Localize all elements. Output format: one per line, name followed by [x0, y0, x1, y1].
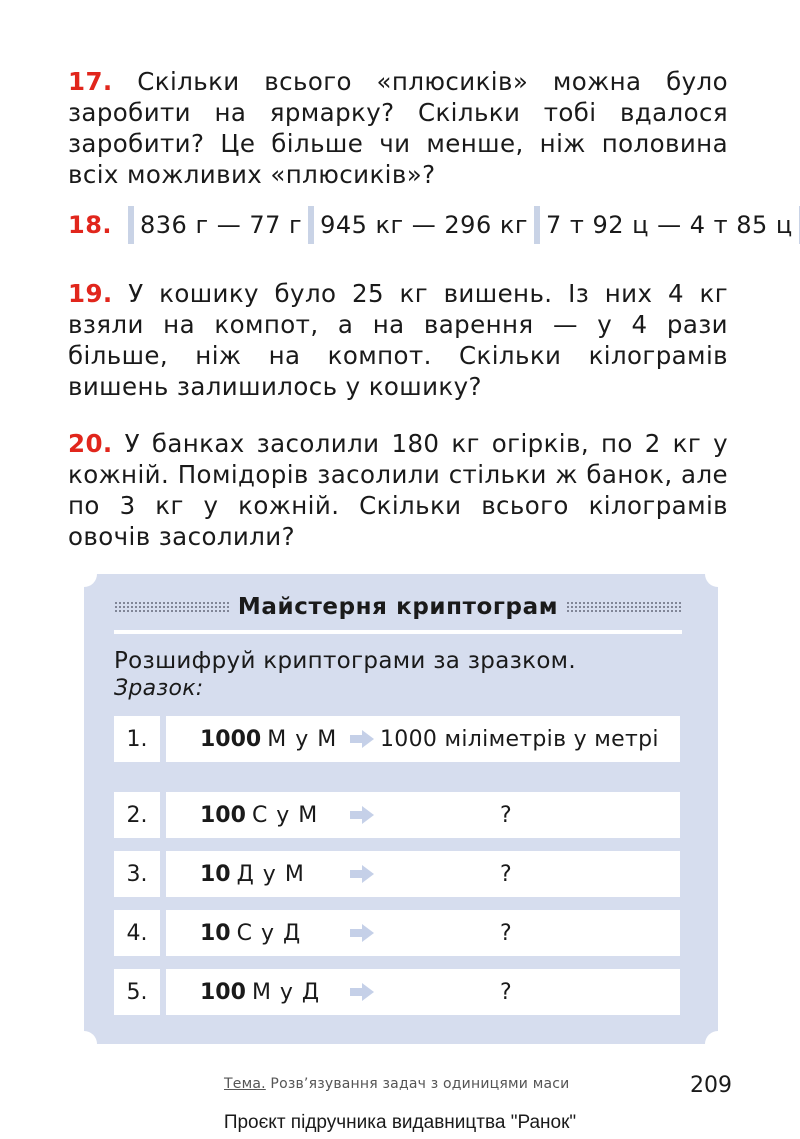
- theme-text: Розв’язування задач з одиницями маси: [270, 1076, 570, 1092]
- row-answer: ?: [500, 802, 512, 828]
- row-body: [166, 851, 680, 897]
- divider: [128, 206, 134, 244]
- task-number: 18.: [68, 211, 113, 239]
- row-body: [166, 910, 680, 956]
- code-number: 10: [200, 861, 231, 887]
- publisher-credit: Проєкт підручника видавництва "Ранок": [223, 1112, 577, 1133]
- row-body: [166, 792, 680, 838]
- panel-corner: [71, 561, 97, 587]
- arrow-right-icon: [350, 730, 374, 748]
- code-number: 100: [200, 802, 246, 828]
- task-number: 17.: [68, 67, 113, 96]
- code-number: 100: [200, 979, 246, 1005]
- task-number: 20.: [68, 429, 113, 458]
- task-number: 19.: [68, 279, 113, 308]
- task-19: [68, 278, 728, 402]
- divider: [534, 206, 540, 244]
- panel-header: [114, 590, 682, 624]
- theme-label: Тема.: [224, 1076, 266, 1092]
- row-number: 4.: [114, 910, 160, 956]
- arrow-right-icon: [350, 806, 374, 824]
- row-answer: ?: [500, 979, 512, 1005]
- arrow-right-icon: [350, 983, 374, 1001]
- panel-corner: [71, 1031, 97, 1057]
- row-number: 5.: [114, 969, 160, 1015]
- instruction-text: Розшифруй криптограми за зразком.: [114, 648, 576, 674]
- divider: [308, 206, 314, 244]
- expression: 836 г — 77 г: [140, 211, 303, 239]
- cryptogram-row: [114, 792, 680, 838]
- task-17: [68, 66, 728, 190]
- page-number: 209: [690, 1073, 732, 1098]
- cryptogram-row: [114, 969, 680, 1015]
- arrow-right-icon: [350, 924, 374, 942]
- cryptogram-code: [200, 792, 318, 838]
- cryptogram-panel: [84, 574, 718, 1044]
- cryptogram-row: [114, 851, 680, 897]
- expression: 7 т 92 ц — 4 т 85 ц: [545, 211, 793, 239]
- footer-theme: [224, 1076, 569, 1092]
- sample-label: Зразок:: [114, 676, 204, 701]
- cryptogram-row: [114, 716, 680, 762]
- row-number: 1.: [114, 716, 160, 762]
- dotted-decoration: [566, 601, 682, 613]
- code-number: 1000: [200, 726, 262, 752]
- task-18: [68, 205, 800, 245]
- task-text: У кошику було 25 кг вишень. Із них 4 кг взяли на компот, а на варення — у 4 рази більше, ніж на компот. Скільки кілограмів вишень залишилось у кошику?: [68, 279, 728, 401]
- task-20: [68, 428, 728, 552]
- panel-corner: [705, 1031, 731, 1057]
- code-number: 10: [200, 920, 231, 946]
- code-letters: С у Д: [236, 920, 302, 946]
- row-number: 3.: [114, 851, 160, 897]
- dotted-decoration: [114, 601, 230, 613]
- code-letters: С у М: [251, 802, 319, 828]
- code-letters: Д у М: [236, 861, 305, 887]
- cryptogram-code: [200, 969, 320, 1015]
- row-answer: ?: [500, 861, 512, 887]
- row-answer: ?: [500, 920, 512, 946]
- task-text: Скільки всього «плюсиків» можна було заробити на ярмарку? Скільки тобі вдалося заробити? Це більше чи менше, ніж половина всіх можливих «плюсиків»?: [68, 67, 728, 189]
- code-letters: М у М: [267, 726, 338, 752]
- task-text: У банках засолили 180 кг огірків, по 2 кг у кожній. Помідорів засолили стільки ж банок, але по 3 кг у кожній. Скільки всього кілограмів овочів засолили?: [68, 429, 728, 551]
- row-body: [166, 716, 680, 762]
- cryptogram-code: [200, 851, 305, 897]
- row-body: [166, 969, 680, 1015]
- row-answer: 1000 міліметрів у метрі: [380, 726, 659, 752]
- cryptogram-row: [114, 910, 680, 956]
- row-number: 2.: [114, 792, 160, 838]
- expression: 945 кг — 296 кг: [320, 211, 528, 239]
- panel-corner: [705, 561, 731, 587]
- arrow-right-icon: [350, 865, 374, 883]
- cryptogram-code: [200, 910, 301, 956]
- code-letters: М у Д: [251, 979, 321, 1005]
- panel-title: Майстерня криптограм: [237, 594, 559, 620]
- header-divider: [114, 630, 682, 634]
- cryptogram-code: [200, 716, 337, 762]
